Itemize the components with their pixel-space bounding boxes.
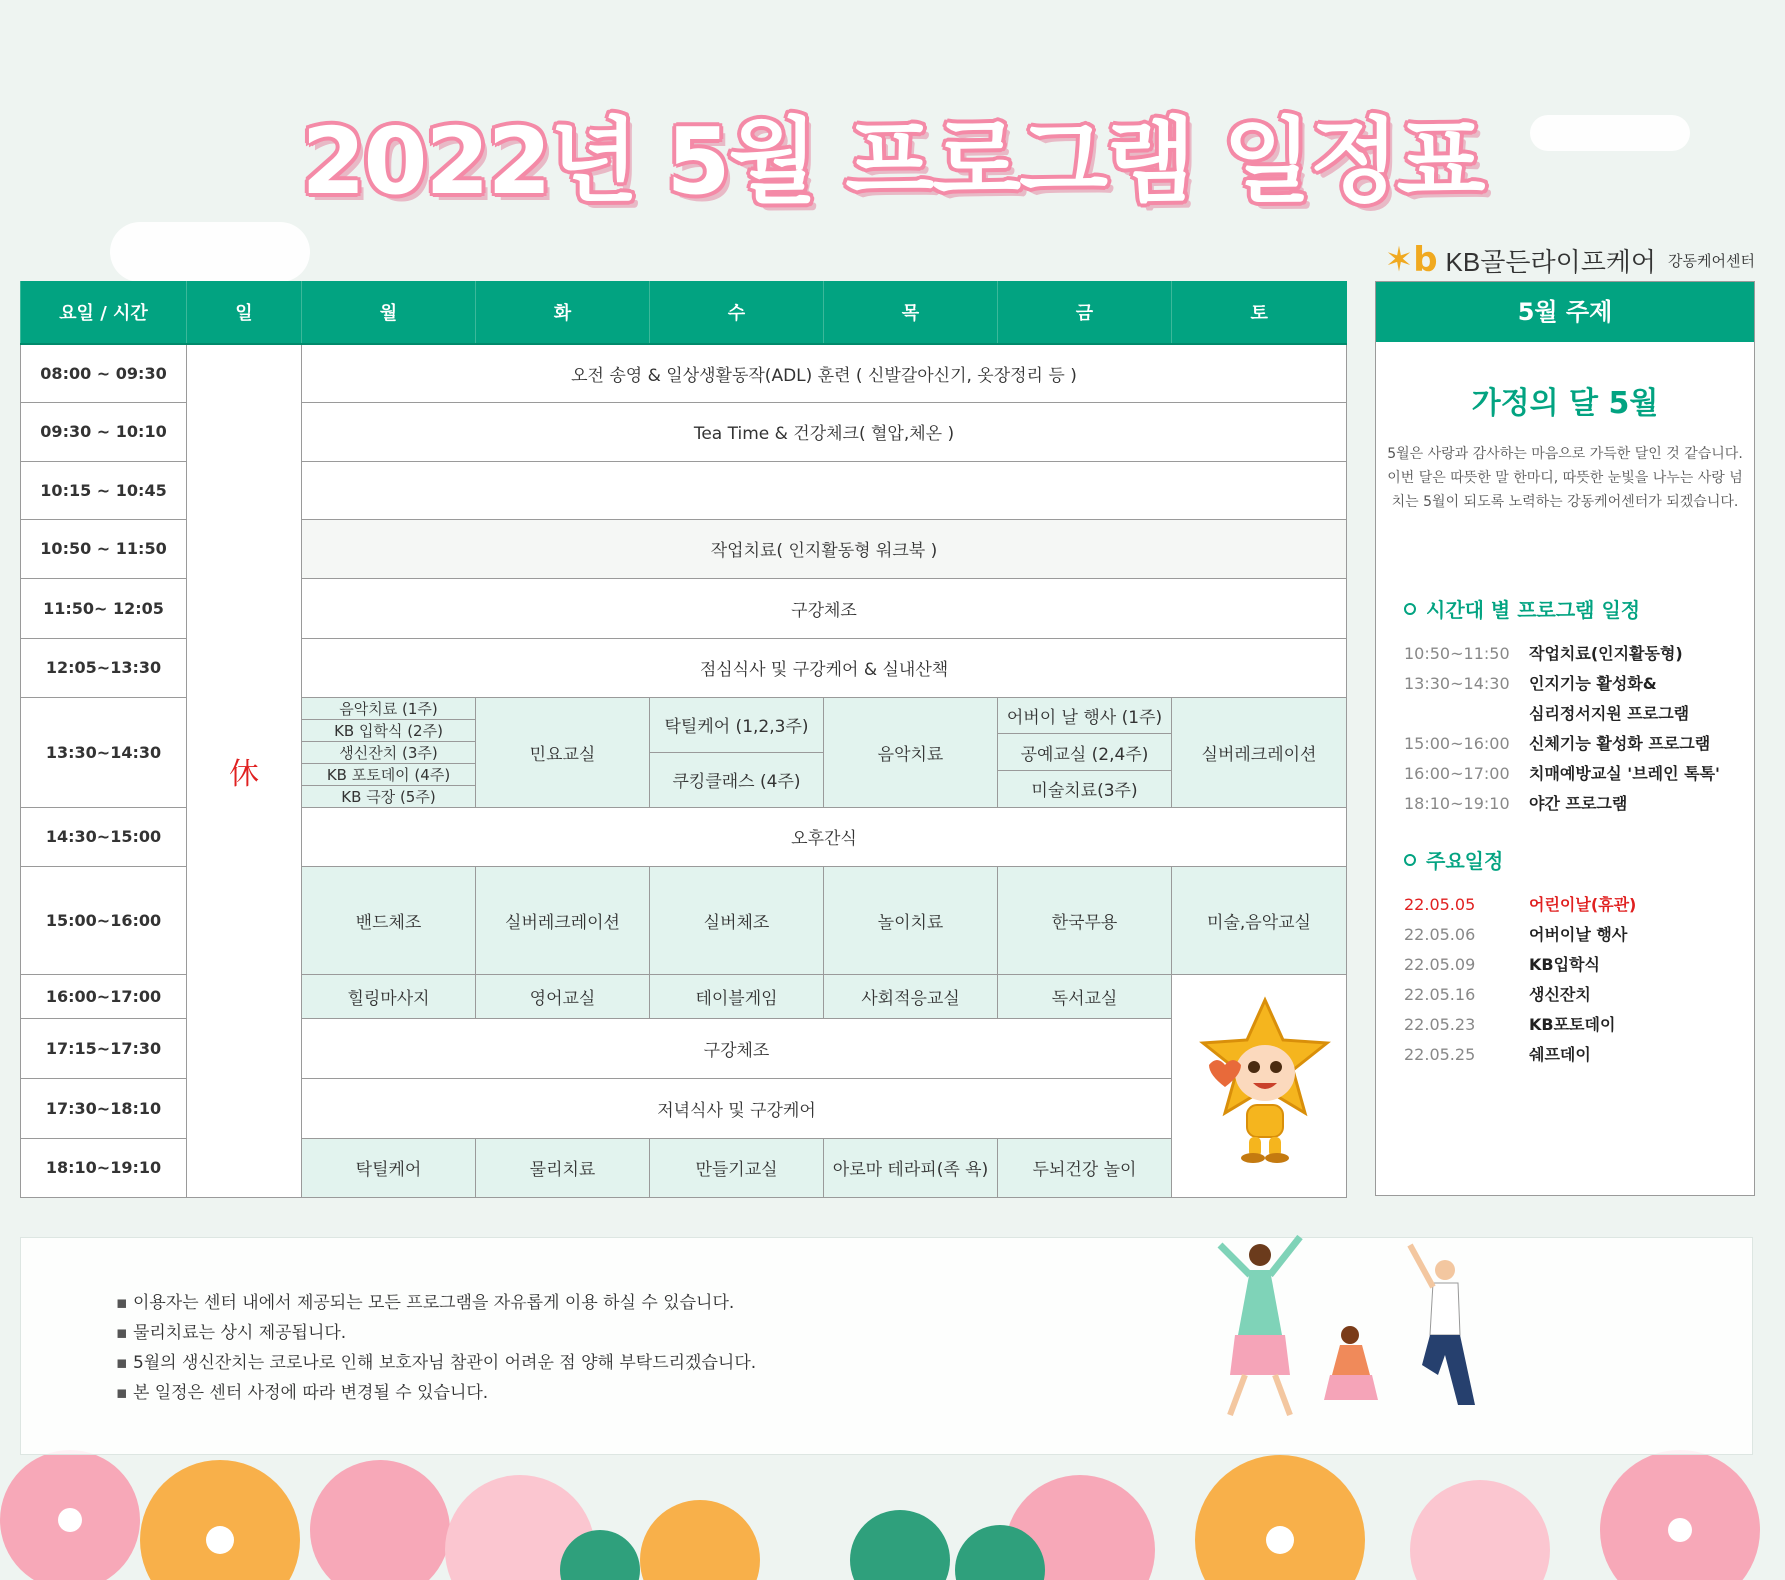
brand-logo	[1385, 240, 1755, 280]
program-cell: 테이블게임	[650, 974, 824, 1018]
program-item: 음악치료 (1주)	[302, 698, 475, 720]
list-item	[1404, 699, 1754, 729]
list-item	[1404, 729, 1754, 759]
list-item	[1404, 669, 1754, 699]
program-cell: 힐링마사지	[302, 974, 476, 1018]
section-title: 주요일정	[1426, 849, 1504, 873]
program-name: 심리정서지원 프로그램	[1529, 704, 1690, 723]
note-item: ▪ 5월의 생신잔치는 코로나로 인해 보호자님 참관이 어려운 점 양해 부탁드리겠습니다.	[116, 1348, 1752, 1378]
event-date: 22.05.09	[1404, 955, 1476, 974]
circle-bullet-icon	[1404, 603, 1416, 615]
program-item: 공예교실 (2,4주)	[998, 734, 1171, 771]
program-name: 인지기능 활성화&	[1529, 674, 1657, 693]
program-item: 생신잔치 (3주)	[302, 742, 475, 764]
program-time: 10:50~11:50	[1404, 644, 1510, 663]
header-time: 요일 / 시간	[21, 281, 187, 344]
program-item: KB 포토데이 (4주)	[302, 764, 475, 786]
page-title: 2022년 5월 프로그램 일정표	[301, 108, 1484, 215]
event-name: 어린이날(휴관)	[1529, 895, 1637, 914]
program-cell	[302, 461, 1347, 519]
time-cell: 15:00~16:00	[21, 866, 187, 974]
schedule-table	[20, 281, 1347, 1198]
section-title: 시간대 별 프로그램 일정	[1426, 598, 1641, 622]
note-item: ▪ 이용자는 센터 내에서 제공되는 모든 프로그램을 자유롭게 이용 하실 수 있습니다.	[116, 1288, 1752, 1318]
time-cell: 08:00 ~ 09:30	[21, 344, 187, 402]
program-name: 작업치료(인지활동형)	[1529, 644, 1683, 663]
program-item: 어버이 날 행사 (1주)	[998, 698, 1171, 735]
program-name: 신체기능 활성화 프로그램	[1529, 734, 1711, 753]
list-item	[1404, 789, 1754, 819]
list-item	[1404, 890, 1754, 920]
event-date: 22.05.16	[1404, 985, 1476, 1004]
brand-sub: 강동케어센터	[1668, 251, 1755, 270]
list-item	[1404, 639, 1754, 669]
list-item	[1404, 920, 1754, 950]
time-cell: 10:15 ~ 10:45	[21, 461, 187, 519]
program-item: 쿠킹클래스 (4주)	[672, 772, 801, 792]
program-time: 18:10~19:10	[1404, 794, 1510, 813]
list-item	[1404, 980, 1754, 1010]
list-item	[1404, 950, 1754, 980]
program-cell: 점심식사 및 구강케어 & 실내산책	[302, 638, 1347, 697]
header-thu: 목	[824, 281, 998, 344]
star-mascot-icon	[1195, 995, 1335, 1165]
program-item: KB 극장 (5주)	[341, 787, 436, 806]
time-cell: 10:50 ~ 11:50	[21, 519, 187, 578]
program-cell: 미술,음악교실	[1172, 866, 1347, 974]
program-name: 치매예방교실 '브레인 톡톡'	[1529, 764, 1720, 783]
program-item: 미술치료(3주)	[1031, 781, 1138, 802]
theme-title: 가정의 달 5월	[1471, 386, 1659, 421]
note-item: ▪ 물리치료는 상시 제공됩니다.	[116, 1318, 1752, 1348]
header-fri: 금	[998, 281, 1172, 344]
program-cell: 민요교실	[476, 697, 650, 807]
cloud-decoration	[110, 222, 310, 282]
program-cell: 탁틸케어	[302, 1138, 476, 1197]
program-cell: 영어교실	[476, 974, 650, 1018]
header-sun: 일	[187, 281, 302, 344]
fri-1330-cell	[998, 697, 1172, 807]
mon-1330-cell	[302, 697, 476, 807]
header-sat: 토	[1172, 281, 1347, 344]
theme-panel	[1375, 281, 1755, 1196]
header-wed: 수	[650, 281, 824, 344]
theme-text: 5월은 사랑과 감사하는 마음으로 가득한 달인 것 같습니다. 이번 달은 따뜻한 말 한마디, 따뜻한 눈빛을 나누는 사랑 넘치는 5월이 되도록 노력하는 강동케어센터가 되겠습니다.	[1387, 446, 1743, 510]
wed-1330-cell	[650, 697, 824, 807]
program-cell: 물리치료	[476, 1138, 650, 1197]
brand-name: KB골든라이프케어	[1445, 246, 1657, 277]
program-time	[1404, 699, 1529, 729]
event-name: 어버이날 행사	[1529, 925, 1628, 944]
note-item: ▪ 본 일정은 센터 사정에 따라 변경될 수 있습니다.	[116, 1378, 1752, 1408]
program-cell: 두뇌건강 놀이	[998, 1138, 1172, 1197]
program-schedule-section	[1404, 594, 1754, 819]
time-cell: 18:10~19:10	[21, 1138, 187, 1197]
program-item: 탁틸케어 (1,2,3주)	[650, 698, 823, 753]
program-time: 16:00~17:00	[1404, 764, 1510, 783]
program-cell: 오후간식	[302, 807, 1347, 866]
event-date: 22.05.05	[1404, 895, 1476, 914]
time-cell: 16:00~17:00	[21, 974, 187, 1018]
theme-header: 5월 주제	[1376, 282, 1754, 342]
header-mon: 월	[302, 281, 476, 344]
program-cell: 만들기교실	[650, 1138, 824, 1197]
program-cell: Tea Time & 건강체크( 혈압,체온 )	[302, 402, 1347, 461]
program-cell: 음악치료	[824, 697, 998, 807]
program-cell: 실버레크레이션	[1172, 697, 1347, 807]
event-name: 생신잔치	[1529, 985, 1591, 1004]
list-item	[1404, 1040, 1754, 1070]
time-cell: 11:50~ 12:05	[21, 578, 187, 638]
program-cell: 한국무용	[998, 866, 1172, 974]
sunday-holiday: 休	[187, 344, 302, 1197]
program-cell: 오전 송영 & 일상생활동작(ADL) 훈련 ( 신발갈아신기, 옷장정리 등 )	[302, 344, 1347, 402]
event-date: 22.05.23	[1404, 1015, 1476, 1034]
list-item	[1404, 759, 1754, 789]
program-cell: 구강체조	[302, 1018, 1172, 1078]
program-cell: 구강체조	[302, 578, 1347, 638]
time-cell: 17:30~18:10	[21, 1078, 187, 1138]
kb-star-icon: ✶b	[1384, 240, 1438, 280]
program-cell: 아로마 테라피(족 욕)	[824, 1138, 998, 1197]
program-cell: 독서교실	[998, 974, 1172, 1018]
program-cell: 저녁식사 및 구강케어	[302, 1078, 1172, 1138]
program-cell: 작업치료( 인지활동형 워크북 )	[302, 519, 1347, 578]
header-tue: 화	[476, 281, 650, 344]
circle-bullet-icon	[1404, 854, 1416, 866]
header-row	[21, 281, 1347, 344]
time-cell: 12:05~13:30	[21, 638, 187, 697]
program-cell: 밴드체조	[302, 866, 476, 974]
time-cell: 13:30~14:30	[21, 697, 187, 807]
program-name: 야간 프로그램	[1529, 794, 1628, 813]
time-cell: 17:15~17:30	[21, 1018, 187, 1078]
event-date: 22.05.25	[1404, 1045, 1476, 1064]
family-illustration-icon	[1190, 1225, 1510, 1435]
events-section	[1404, 845, 1754, 1070]
event-name: 쉐프데이	[1529, 1045, 1591, 1064]
time-cell: 09:30 ~ 10:10	[21, 402, 187, 461]
program-time: 15:00~16:00	[1404, 734, 1510, 753]
program-cell: 실버레크레이션	[476, 866, 650, 974]
program-time: 13:30~14:30	[1404, 674, 1510, 693]
program-cell: 놀이치료	[824, 866, 998, 974]
time-cell: 14:30~15:00	[21, 807, 187, 866]
program-cell: 사회적응교실	[824, 974, 998, 1018]
list-item	[1404, 1010, 1754, 1040]
program-item: KB 입학식 (2주)	[302, 720, 475, 742]
program-cell: 실버체조	[650, 866, 824, 974]
table-row	[21, 344, 1347, 402]
event-date: 22.05.06	[1404, 925, 1476, 944]
event-name: KB입학식	[1529, 955, 1600, 974]
event-name: KB포토데이	[1529, 1015, 1616, 1034]
